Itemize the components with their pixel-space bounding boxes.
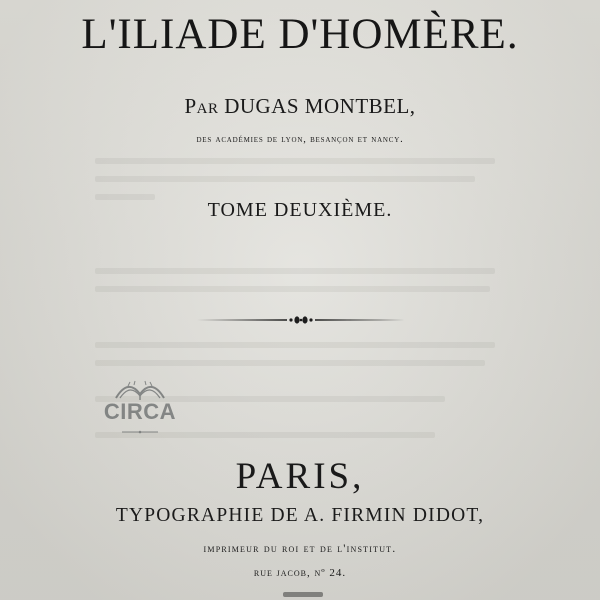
- circa-watermark: [92, 372, 188, 440]
- show-through-line: [95, 286, 490, 292]
- show-through-line: [95, 268, 495, 274]
- volume-label: TOME DEUXIÈME.: [207, 199, 393, 221]
- author-line: [0, 94, 600, 119]
- watermark-rule: [92, 372, 188, 440]
- author-prefix: Par: [184, 94, 219, 118]
- imprint-address: rue jacob, nº 24.: [253, 567, 347, 579]
- typographic-rule-ornament-icon: [195, 310, 407, 330]
- author-name: DUGAS MONTBEL,: [218, 94, 416, 118]
- imprint-printer: TYPOGRAPHIE DE A. FIRMIN DIDOT,: [115, 505, 485, 526]
- show-through-line: [95, 342, 495, 348]
- author-affiliation: des académies de lyon, besançon et nancy.: [196, 134, 404, 145]
- show-through-line: [95, 176, 475, 182]
- show-through-line: [95, 158, 495, 164]
- imprint-printer-title: imprimeur du roi et de l'institut.: [203, 541, 397, 555]
- show-through-line: [95, 360, 485, 366]
- bottom-ornament-fragment: [283, 592, 323, 597]
- imprint-city: PARIS,: [235, 456, 365, 497]
- book-title: L'ILIADE D'HOMÈRE.: [81, 11, 519, 58]
- watermark-text: CIRCA: [103, 399, 177, 424]
